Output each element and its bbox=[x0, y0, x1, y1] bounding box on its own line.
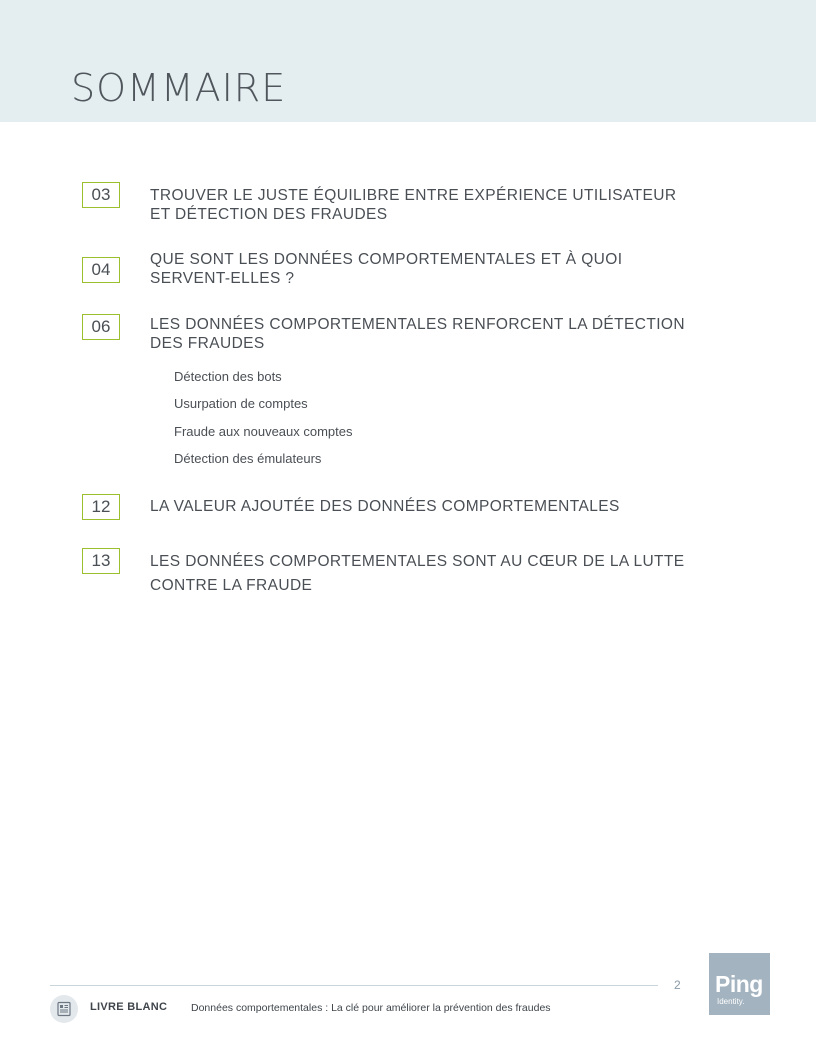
logo-subtext: Identity. bbox=[717, 997, 745, 1006]
footer-description: Données comportementales : La clé pour améliorer la prévention des fraudes bbox=[191, 1002, 551, 1014]
ping-identity-logo bbox=[709, 953, 770, 1015]
page-number: 2 bbox=[674, 978, 681, 992]
toc-subitem[interactable]: Détection des bots bbox=[174, 369, 282, 384]
toc-entry-title-line: QUE SONT LES DONNÉES COMPORTEMENTALES ET À QUOI bbox=[150, 251, 623, 268]
toc-entry-title bbox=[150, 186, 730, 224]
logo-wordmark: Ping bbox=[715, 971, 763, 997]
toc-page-number: 04 bbox=[82, 257, 120, 283]
toc-entry-title-line: LES DONNÉES COMPORTEMENTALES RENFORCENT LA DÉTECTION bbox=[150, 316, 685, 333]
toc-entry-title bbox=[150, 315, 730, 353]
toc-entry-title-line: CONTRE LA FRAUDE bbox=[150, 577, 313, 594]
document-icon bbox=[50, 995, 78, 1023]
page-title: SOMMAIRE bbox=[71, 66, 287, 110]
footer-divider bbox=[50, 985, 658, 986]
toc-page-number: 13 bbox=[82, 548, 120, 574]
toc-subitem[interactable]: Usurpation de comptes bbox=[174, 396, 308, 411]
toc-entry-title bbox=[150, 550, 730, 598]
toc-entry-title-line: ET DÉTECTION DES FRAUDES bbox=[150, 206, 388, 223]
toc-subitem[interactable]: Détection des émulateurs bbox=[174, 451, 322, 466]
footer-label: LIVRE BLANC bbox=[90, 1001, 168, 1013]
toc-entry-title-line: LA VALEUR AJOUTÉE DES DONNÉES COMPORTEMENTALES bbox=[150, 498, 620, 515]
toc-entry-title-line: TROUVER LE JUSTE ÉQUILIBRE ENTRE EXPÉRIENCE UTILISATEUR bbox=[150, 187, 677, 204]
toc-page-number: 12 bbox=[82, 494, 120, 520]
toc-entry-title bbox=[150, 250, 730, 288]
toc-subitem[interactable]: Fraude aux nouveaux comptes bbox=[174, 424, 353, 439]
toc-entry-title-line: DES FRAUDES bbox=[150, 335, 265, 352]
toc-entry-title-line: SERVENT-ELLES ? bbox=[150, 270, 295, 287]
header-band bbox=[0, 0, 816, 122]
toc-page-number: 06 bbox=[82, 314, 120, 340]
toc-page-number: 03 bbox=[82, 182, 120, 208]
toc-entry-title-line: LES DONNÉES COMPORTEMENTALES SONT AU CŒUR DE LA LUTTE bbox=[150, 553, 685, 570]
toc-entry-title bbox=[150, 497, 730, 516]
